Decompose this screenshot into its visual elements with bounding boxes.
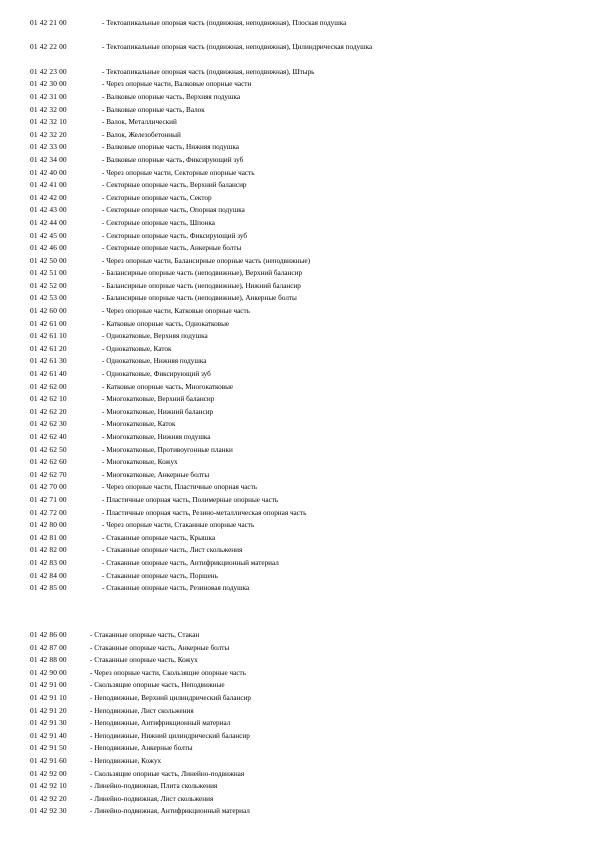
classification-code: 01 42 30 00 (30, 79, 67, 89)
classification-code: 01 42 92 20 (30, 793, 67, 803)
classification-description: - Многокатковые, Кожух (102, 458, 178, 467)
classification-description: - Многокатковые, Противоугонные планки (102, 445, 233, 454)
classification-description: - Через опорные части, Пластичные опорная часть (102, 483, 258, 492)
classification-code: 01 42 22 00 (30, 42, 67, 52)
code-row (0, 116, 595, 129)
classification-code: 01 42 86 00 (30, 630, 67, 639)
classification-code: 01 42 81 00 (30, 532, 67, 542)
classification-code: 01 42 32 10 (30, 117, 67, 127)
code-row (0, 17, 595, 41)
code-row (0, 141, 595, 154)
classification-description: - Стаканные опорные часть, Резиновая подушка (102, 584, 250, 593)
code-row (0, 494, 595, 507)
classification-code: 01 42 62 60 (30, 457, 67, 467)
classification-description: - Секторные опорные часть, Анкерные болты (102, 244, 242, 253)
code-list-lower (0, 629, 595, 818)
classification-code: 01 42 52 00 (30, 280, 67, 290)
classification-description: - Тектоапикальные опорная часть (подвижная, неподвижная), Цилиндрическая подушка (102, 43, 373, 52)
code-row (0, 192, 595, 205)
classification-description: - Однокатковые, Верхняя подушка (102, 332, 208, 341)
classification-code: 01 42 34 00 (30, 154, 67, 164)
classification-description: - Многокатковые, Верхний балансир (102, 395, 215, 404)
classification-description: - Многокатковые, Анкерные болты (102, 470, 210, 479)
classification-code: 01 42 85 00 (30, 583, 67, 593)
classification-code: 01 42 91 20 (30, 705, 67, 715)
classification-description: - Тектоапикальные опорная часть (подвижная, неподвижная), Плоская подушка (102, 19, 347, 27)
classification-code: 01 42 40 00 (30, 167, 67, 177)
classification-description: - Линейно-подвижная, Плита скольжения (90, 782, 218, 791)
classification-description: - Через опорные части, Скользящие опорные часть (90, 668, 246, 677)
classification-description: - Стаканные опорные часть, Анкерные болты (90, 643, 230, 652)
classification-description: - Линейно-подвижная, Антифрикционный материал (90, 807, 250, 816)
code-row (0, 717, 595, 730)
classification-description: - Стаканные опорные часть, Кожух (90, 656, 198, 665)
classification-description: - Секторные опорные часть, Фиксирующий зуб (102, 231, 248, 240)
code-row (0, 104, 595, 117)
code-row (0, 755, 595, 768)
classification-description: - Валок, Металлический (102, 118, 177, 127)
classification-code: 01 42 90 00 (30, 667, 67, 677)
classification-code: 01 42 92 00 (30, 768, 67, 778)
classification-code: 01 42 91 10 (30, 692, 67, 702)
code-row (0, 204, 595, 217)
classification-description: - Валковые опорные часть, Нижняя подушка (102, 143, 239, 152)
classification-code: 01 42 61 00 (30, 318, 67, 328)
code-row (0, 305, 595, 318)
classification-description: - Катковые опорные часть, Многокатковые (102, 382, 234, 391)
code-row (0, 444, 595, 457)
classification-description: - Неподвижные, Кожух (90, 756, 162, 765)
code-row (0, 780, 595, 793)
classification-code: 01 42 62 00 (30, 381, 67, 391)
classification-description: - Катковые опорные часть, Однокатковые (102, 319, 230, 328)
classification-description: - Стаканные опорные часть, Поршень (102, 571, 218, 580)
classification-code: 01 42 53 00 (30, 293, 67, 303)
code-row (0, 355, 595, 368)
classification-description: - Стаканные опорные часть, Крышка (102, 533, 216, 542)
classification-description: - Стаканные опорные часть, Стакан (90, 631, 200, 639)
classification-description: - Неподвижные, Анкерные болты (90, 744, 193, 753)
code-row (0, 582, 595, 595)
code-row (0, 544, 595, 557)
code-row (0, 679, 595, 692)
code-row (0, 768, 595, 781)
code-row (0, 91, 595, 104)
code-row (0, 381, 595, 394)
classification-description: - Валковые опорные часть, Валок (102, 105, 205, 114)
classification-description: - Балансирные опорные часть (неподвижные), Анкерные болты (102, 294, 297, 303)
classification-code: 01 42 92 30 (30, 806, 67, 816)
classification-code: 01 42 61 20 (30, 343, 67, 353)
code-row (0, 557, 595, 570)
classification-description: - Неподвижные, Антифрикционный материал (90, 719, 231, 728)
code-row (0, 280, 595, 293)
code-list-upper (0, 17, 595, 595)
classification-description: - Скользящие опорные часть, Линейно-подвижная (90, 769, 245, 778)
code-row (0, 456, 595, 469)
code-row (0, 705, 595, 718)
code-row (0, 255, 595, 268)
classification-code: 01 42 71 00 (30, 494, 67, 504)
classification-code: 01 42 88 00 (30, 655, 67, 665)
code-row (0, 66, 595, 79)
classification-code: 01 42 61 10 (30, 331, 67, 341)
code-row (0, 230, 595, 243)
code-row (0, 793, 595, 806)
code-row (0, 78, 595, 91)
code-row (0, 406, 595, 419)
classification-code: 01 42 50 00 (30, 255, 67, 265)
classification-code: 01 42 21 00 (30, 18, 67, 27)
code-row (0, 642, 595, 655)
classification-description: - Секторные опорные часть, Верхний балансир (102, 181, 247, 190)
classification-code: 01 42 60 00 (30, 306, 67, 316)
code-row (0, 507, 595, 520)
classification-code: 01 42 91 60 (30, 755, 67, 765)
code-row (0, 330, 595, 343)
classification-description: - Валок, Железобетонный (102, 130, 181, 139)
classification-description: - Через опорные части, Секторные опорные часть (102, 168, 255, 177)
classification-code: 01 42 43 00 (30, 205, 67, 215)
classification-code: 01 42 70 00 (30, 482, 67, 492)
code-row (0, 393, 595, 406)
classification-description: - Валковые опорные часть, Фиксирующий зуб (102, 155, 244, 164)
classification-code: 01 42 84 00 (30, 570, 67, 580)
code-row (0, 267, 595, 280)
code-row (0, 519, 595, 532)
classification-description: - Стаканные опорные часть, Лист скольжения (102, 546, 243, 555)
classification-description: - Через опорные части, Стаканные опорные часть (102, 521, 255, 530)
classification-code: 01 42 62 50 (30, 444, 67, 454)
code-row (0, 570, 595, 583)
classification-description: - Неподвижные, Верхний цилиндрический балансир (90, 693, 252, 702)
code-row (0, 654, 595, 667)
classification-code: 01 42 32 00 (30, 104, 67, 114)
classification-description: - Через опорные части, Валковые опорные части (102, 80, 252, 89)
classification-description: - Многокатковые, Нижний балансир (102, 407, 214, 416)
classification-description: - Балансирные опорные часть (неподвижные), Нижний балансир (102, 281, 301, 290)
classification-code: 01 42 62 20 (30, 406, 67, 416)
classification-description: - Секторные опорные часть, Сектор (102, 193, 212, 202)
classification-code: 01 42 92 10 (30, 781, 67, 791)
code-row (0, 730, 595, 743)
classification-code: 01 42 91 30 (30, 718, 67, 728)
classification-description: - Однокатковые, Нижняя подушка (102, 357, 207, 366)
classification-code: 01 42 45 00 (30, 230, 67, 240)
code-row (0, 217, 595, 230)
classification-description: - Неподвижные, Лист скольжения (90, 706, 194, 715)
classification-description: - Через опорные части, Катковые опорные часть (102, 307, 250, 316)
code-row (0, 179, 595, 192)
classification-code: 01 42 23 00 (30, 66, 67, 76)
classification-description: - Пластичные опорная часть, Полимерные опорные часть (102, 495, 279, 504)
classification-code: 01 42 33 00 (30, 142, 67, 152)
code-row (0, 692, 595, 705)
classification-code: 01 42 61 30 (30, 356, 67, 366)
classification-code: 01 42 91 00 (30, 680, 67, 690)
classification-code: 01 42 62 70 (30, 469, 67, 479)
classification-code: 01 42 31 00 (30, 91, 67, 101)
code-row (0, 667, 595, 680)
classification-description: - Секторные опорные часть, Опорная подушка (102, 206, 245, 215)
classification-description: - Скользящие опорные часть, Неподвижные (90, 681, 225, 690)
code-row (0, 742, 595, 755)
classification-description: - Пластичные опорная часть, Резино-металлическая опорная часть (102, 508, 307, 517)
code-row (0, 41, 595, 65)
code-row (0, 167, 595, 180)
classification-code: 01 42 83 00 (30, 557, 67, 567)
code-row (0, 469, 595, 482)
classification-code: 01 42 87 00 (30, 642, 67, 652)
classification-code: 01 42 61 40 (30, 369, 67, 379)
classification-code: 01 42 46 00 (30, 243, 67, 253)
classification-code: 01 42 51 00 (30, 268, 67, 278)
classification-description: - Стаканные опорные часть, Антифрикционный материал (102, 558, 279, 567)
code-row (0, 154, 595, 167)
classification-description: - Балансирные опорные часть (неподвижные), Верхний балансир (102, 269, 303, 278)
code-row (0, 343, 595, 356)
code-row (0, 292, 595, 305)
code-row (0, 418, 595, 431)
classification-code: 01 42 44 00 (30, 217, 67, 227)
classification-description: - Многокатковые, Каток (102, 420, 176, 429)
classification-description: - Тектоапикальные опорная часть (подвижная, неподвижная), Штырь (102, 67, 315, 76)
code-row (0, 129, 595, 142)
classification-code: 01 42 62 10 (30, 394, 67, 404)
code-row (0, 532, 595, 545)
classification-description: - Валковые опорные часть, Верхняя подушка (102, 92, 241, 101)
code-row (0, 431, 595, 444)
classification-code: 01 42 62 40 (30, 432, 67, 441)
code-row (0, 481, 595, 494)
classification-code: 01 42 91 40 (30, 730, 67, 740)
classification-description: - Неподвижные, Нижний цилиндрический балансир (90, 731, 250, 740)
classification-code: 01 42 32 20 (30, 129, 67, 139)
classification-description: - Линейно-подвижная, Лист скольжения (90, 794, 214, 803)
classification-code: 01 42 91 50 (30, 743, 67, 753)
classification-code: 01 42 42 00 (30, 192, 67, 202)
classification-description: - Однокатковые, Каток (102, 344, 172, 353)
classification-code: 01 42 72 00 (30, 507, 67, 517)
classification-description: - Многокатковые, Нижняя подушка (102, 433, 211, 441)
classification-code: 01 42 41 00 (30, 180, 67, 190)
code-row (0, 242, 595, 255)
code-row (0, 318, 595, 331)
classification-description: - Однокатковые, Фиксирующий зуб (102, 370, 211, 379)
classification-code: 01 42 80 00 (30, 520, 67, 530)
classification-description: - Секторные опорные часть, Шпонка (102, 218, 215, 227)
classification-code: 01 42 62 30 (30, 419, 67, 429)
code-row (0, 368, 595, 381)
code-row (0, 805, 595, 818)
classification-description: - Через опорные части, Балансирные опорные часть (неподвижные) (102, 256, 311, 265)
code-row (0, 629, 595, 642)
classification-code: 01 42 82 00 (30, 545, 67, 555)
